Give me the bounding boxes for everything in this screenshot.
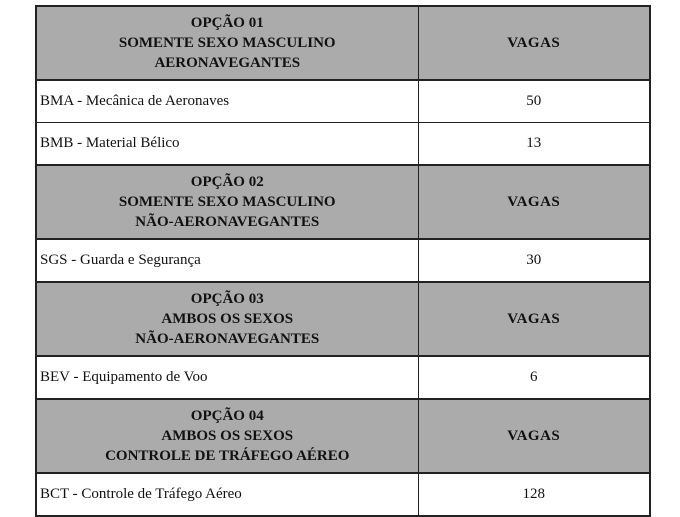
vagas-count: 6 bbox=[418, 356, 650, 399]
section-header-row bbox=[36, 165, 650, 239]
table-row bbox=[36, 80, 650, 123]
course-name: BMB - Material Bélico bbox=[36, 123, 418, 166]
vagas-table bbox=[35, 5, 651, 517]
section-title: OPÇÃO 03 AMBOS OS SEXOS NÃO-AERONAVEGANTES bbox=[36, 282, 418, 356]
course-name: BEV - Equipamento de Voo bbox=[36, 356, 418, 399]
vagas-column-header: VAGAS bbox=[418, 165, 650, 239]
vagas-column-header: VAGAS bbox=[418, 6, 650, 80]
section-header-row bbox=[36, 6, 650, 80]
vagas-column-header: VAGAS bbox=[418, 282, 650, 356]
vagas-column-header: VAGAS bbox=[418, 399, 650, 473]
section-title: OPÇÃO 02 SOMENTE SEXO MASCULINO NÃO-AERONAVEGANTES bbox=[36, 165, 418, 239]
vagas-table-body bbox=[36, 6, 650, 516]
table-row bbox=[36, 473, 650, 516]
table-row bbox=[36, 356, 650, 399]
course-name: SGS - Guarda e Segurança bbox=[36, 239, 418, 282]
vagas-count: 50 bbox=[418, 80, 650, 123]
vagas-count: 13 bbox=[418, 123, 650, 166]
course-name: BMA - Mecânica de Aeronaves bbox=[36, 80, 418, 123]
course-name: BCT - Controle de Tráfego Aéreo bbox=[36, 473, 418, 516]
vagas-count: 128 bbox=[418, 473, 650, 516]
vagas-count: 30 bbox=[418, 239, 650, 282]
section-header-row bbox=[36, 282, 650, 356]
table-row bbox=[36, 239, 650, 282]
section-title: OPÇÃO 04 AMBOS OS SEXOS CONTROLE DE TRÁFEGO AÉREO bbox=[36, 399, 418, 473]
section-header-row bbox=[36, 399, 650, 473]
table-row bbox=[36, 123, 650, 166]
section-title: OPÇÃO 01 SOMENTE SEXO MASCULINO AERONAVEGANTES bbox=[36, 6, 418, 80]
